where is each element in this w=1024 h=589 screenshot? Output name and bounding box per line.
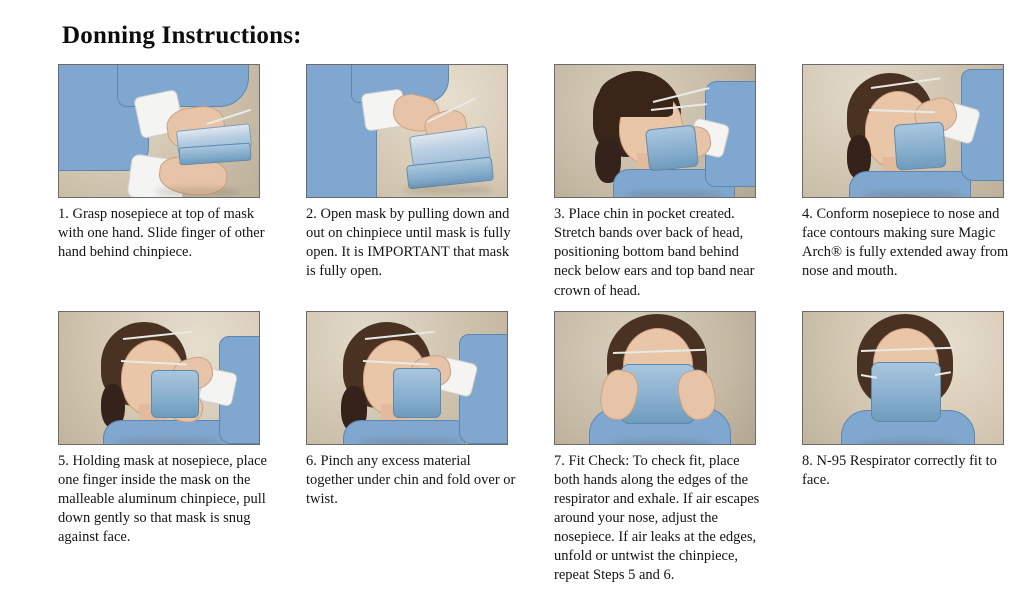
step-card-7 bbox=[554, 311, 776, 586]
step-3-image bbox=[554, 64, 756, 198]
step-5-caption: 5. Holding mask at nosepiece, place one finger inside the mask on the malleable aluminum chinpiece, pull down gently so that mask is snug against face. bbox=[58, 452, 267, 546]
step-card-3 bbox=[554, 64, 776, 301]
step-2-image bbox=[306, 64, 508, 198]
step-card-4 bbox=[802, 64, 1024, 301]
step-4-caption: 4. Conform nosepiece to nose and face contours making sure Magic Arch® is fully extended away from nose and mouth. bbox=[802, 206, 1009, 280]
step-7-caption: 7. Fit Check: To check fit, place both hands along the edges of the respirator and exhale. If air escapes around your nose, adjust the nosepiece. If air leaks at the edges, unfold or untwist the chinpiece, repeat Steps 5 and 6. bbox=[554, 452, 760, 584]
step-card-5 bbox=[58, 311, 280, 586]
step-8-image bbox=[802, 311, 1004, 445]
page-title: Donning Instructions: bbox=[62, 22, 302, 49]
step-7-image bbox=[554, 311, 756, 445]
steps-grid bbox=[58, 64, 1009, 586]
step-3-caption: 3. Place chin in pocket created. Stretch bands over back of head, positioning bottom band behind neck below ears and top band near crown of head. bbox=[554, 206, 755, 299]
step-5-image bbox=[58, 311, 260, 445]
step-1-image bbox=[58, 64, 260, 198]
step-6-image bbox=[306, 311, 508, 445]
step-8-caption: 8. N-95 Respirator correctly fit to face. bbox=[802, 452, 997, 488]
step-4-image bbox=[802, 64, 1004, 198]
step-card-1 bbox=[58, 64, 280, 301]
step-2-caption: 2. Open mask by pulling down and out on chinpiece until mask is fully open. It is IMPORTANT that mask is fully open. bbox=[306, 206, 511, 280]
step-card-6 bbox=[306, 311, 528, 586]
step-card-8 bbox=[802, 311, 1024, 586]
step-1-caption: 1. Grasp nosepiece at top of mask with one hand. Slide finger of other hand behind chinpiece. bbox=[58, 206, 265, 261]
step-6-caption: 6. Pinch any excess material together under chin and fold over or twist. bbox=[306, 452, 516, 507]
step-card-2 bbox=[306, 64, 528, 301]
